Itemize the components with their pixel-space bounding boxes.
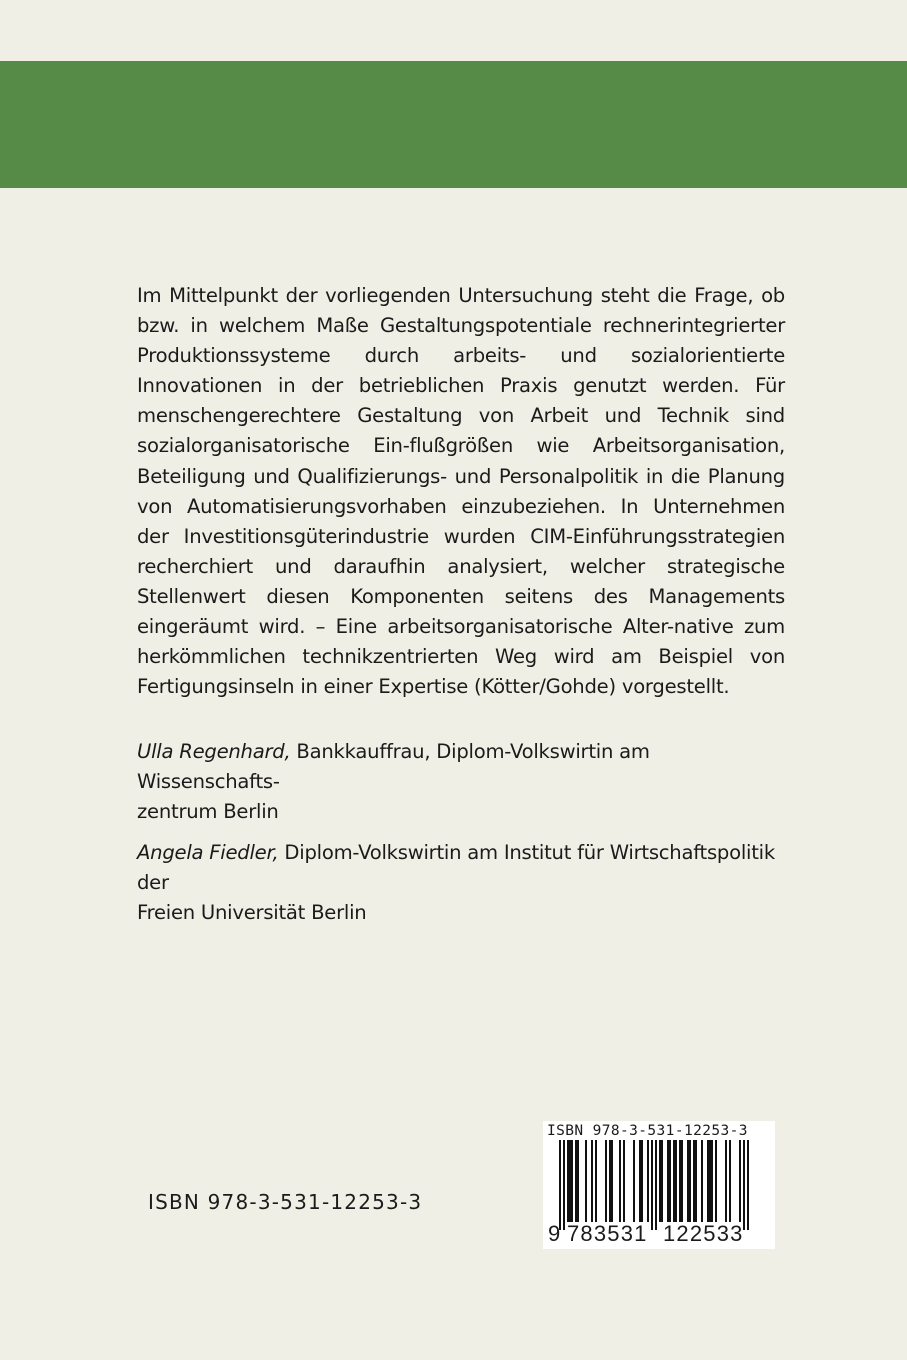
- barcode-guard-bar: [563, 1140, 565, 1230]
- barcode-right-digits: 122533: [663, 1221, 744, 1246]
- barcode-bar: [693, 1140, 697, 1222]
- barcode-bar: [605, 1140, 607, 1222]
- barcode-guard-bar: [651, 1140, 653, 1230]
- author-bio: [137, 737, 785, 827]
- barcode-guard-bar: [747, 1140, 749, 1230]
- barcode-bar: [609, 1140, 613, 1222]
- barcode: [543, 1121, 775, 1249]
- barcode-bar: [567, 1140, 573, 1222]
- author-bio-text: Freien Universität Berlin: [137, 901, 367, 925]
- barcode-bar: [707, 1140, 713, 1222]
- blurb-line: bzw. in welchem Maße Gestaltungspotentiale rechnerintegrierter: [137, 314, 785, 338]
- barcode-bar: [667, 1140, 671, 1222]
- blurb-line: Im Mittelpunkt der vorliegenden Untersuchung steht die Frage, ob: [137, 284, 785, 307]
- cover-color-band: [0, 61, 907, 188]
- author-bio-text: Diplom-Volkswirtin am Institut für Wirtschaftspolitik der: [137, 841, 775, 895]
- barcode-bar: [595, 1140, 597, 1222]
- barcode-bar: [687, 1140, 691, 1222]
- barcode-bar: [701, 1140, 703, 1222]
- barcode-bar: [591, 1140, 593, 1222]
- author-bio-text: zentrum Berlin: [137, 800, 279, 824]
- isbn-text: ISBN 978-3-531-12253-3: [148, 1190, 423, 1214]
- barcode-bar: [639, 1140, 643, 1222]
- barcode-left-digits: 783531: [567, 1221, 648, 1246]
- blurb-line: Produktionssysteme durch arbeits- und sozialorientierte Innovationen: [137, 344, 785, 398]
- author-bio: [137, 838, 785, 928]
- barcode-guard-bar: [655, 1140, 657, 1230]
- barcode-first-digit: 9: [548, 1221, 561, 1246]
- barcode-bar: [659, 1140, 663, 1222]
- barcode-isbn-label: ISBN 978-3-531-12253-3: [547, 1123, 748, 1139]
- barcode-bar: [715, 1140, 717, 1222]
- blurb-paragraph: [137, 281, 785, 702]
- blurb-line: CIM-Einführungsstrategien recherchiert und daraufhin analysiert,: [137, 524, 785, 578]
- barcode-digits: [543, 1221, 775, 1247]
- blurb-line: in der betrieblichen Praxis genutzt werden. Für menschengerechtere: [137, 374, 785, 428]
- barcode-guard-bar: [743, 1140, 745, 1230]
- barcode-guard-bar: [559, 1140, 561, 1230]
- author-bio-text: Bankkauffrau, Diplom-Volkswirtin am Wissenschafts-: [137, 740, 650, 794]
- blurb-line: welcher strategische Stellenwert diesen Komponenten seitens des: [137, 554, 785, 608]
- barcode-bar: [623, 1140, 625, 1222]
- barcode-bar: [647, 1140, 649, 1222]
- blurb-line: und Personalpolitik in die Planung von Automatisierungsvorhaben: [137, 464, 785, 518]
- barcode-bar: [585, 1140, 587, 1222]
- blurb-line: Managements eingeräumt wird. – Eine arbeitsorganisatorische Alter-: [137, 584, 785, 639]
- blurb-line: von Fertigungsinseln in einer Expertise (Kötter/Gohde) vorgestellt.: [137, 645, 785, 699]
- barcode-bar: [679, 1140, 683, 1222]
- blurb-line: Gestaltung von Arbeit und Technik sind sozialorganisatorische Ein-: [137, 404, 785, 458]
- barcode-bar: [633, 1140, 635, 1222]
- author-name: Angela Fiedler,: [137, 841, 279, 865]
- blurb-line: native zum herkömmlichen technikzentrierten Weg wird am Beispiel: [137, 615, 785, 669]
- barcode-bar: [739, 1140, 741, 1222]
- barcode-bar: [729, 1140, 731, 1222]
- blurb-line: flußgrößen wie Arbeitsorganisation, Beteiligung und Qualifizierungs-: [137, 434, 785, 488]
- barcode-bar: [619, 1140, 621, 1222]
- blurb-line: einzubeziehen. In Unternehmen der Investitionsgüterindustrie wurden: [137, 494, 786, 548]
- barcode-bar: [673, 1140, 677, 1222]
- author-name: Ulla Regenhard,: [137, 740, 291, 764]
- back-cover-text: [137, 281, 785, 928]
- barcode-bar: [725, 1140, 727, 1222]
- barcode-bar: [575, 1140, 579, 1222]
